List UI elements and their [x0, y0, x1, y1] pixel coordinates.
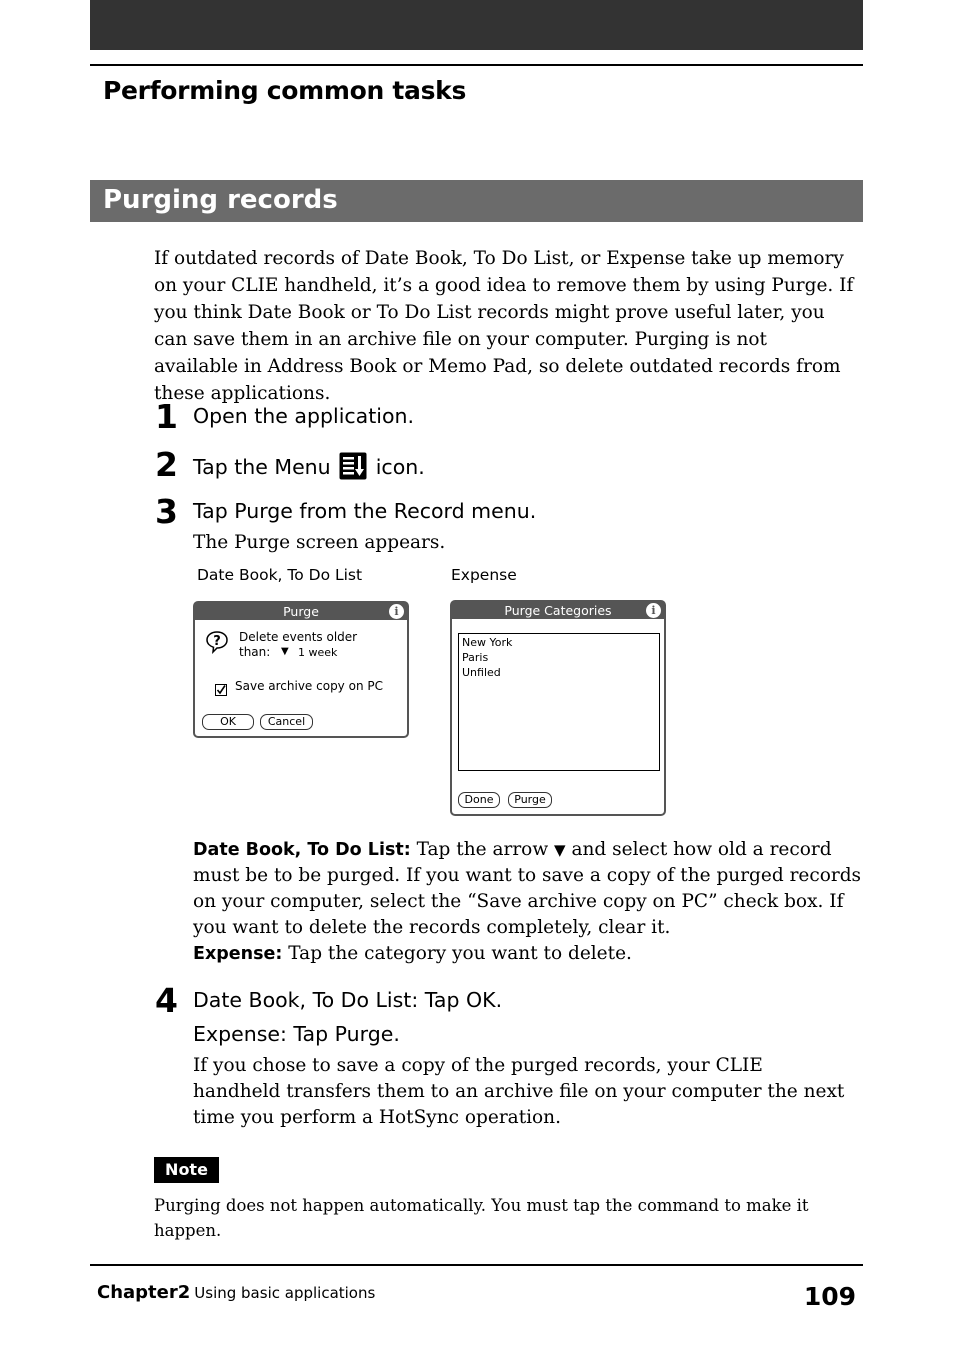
step-text-2 [193, 452, 425, 480]
footer-rule [90, 1264, 863, 1266]
step-4-sub: If you chose to save a copy of the purged records, your CLIE handheld transfers them to an archive file on your computer the next time you perform a HotSync operation. [193, 1055, 845, 1128]
category-item[interactable]: Unfiled [462, 666, 501, 679]
chapter-label: Chapter2 [97, 1282, 191, 1303]
step-text-4b: Expense: Tap Purge. [193, 1022, 400, 1046]
datebook-explain-before: Tap the arrow [416, 839, 549, 860]
age-dropdown-arrow-icon[interactable]: ▼ [281, 646, 289, 657]
top-bar [90, 0, 863, 50]
done-button[interactable]: Done [458, 792, 500, 808]
age-dropdown-value[interactable]: 1 week [298, 646, 338, 659]
caption-datebook: Date Book, To Do List [197, 566, 363, 584]
info-icon[interactable]: i [646, 603, 661, 618]
expense-label: Expense: [193, 944, 283, 964]
datebook-purge-screen [193, 601, 409, 738]
header-rule [90, 64, 863, 66]
step-2-text-after: icon. [375, 455, 425, 479]
chapter-title: Using basic applications [194, 1284, 376, 1302]
note-badge: Note [154, 1157, 219, 1183]
archive-checkbox[interactable] [215, 681, 227, 700]
footer-chapter [97, 1282, 375, 1303]
explanation-paragraph [193, 837, 863, 967]
archive-checkbox-label: Save archive copy on PC [235, 679, 383, 693]
expense-purge-title: Purge Categories [452, 602, 664, 619]
step-number-2: 2 [155, 445, 178, 484]
note-text: Purging does not happen automatically. You must tap the command to make it happen. [154, 1196, 809, 1240]
step-number-3: 3 [155, 492, 178, 531]
datebook-label: Date Book, To Do List: [193, 840, 411, 860]
section-title: Performing common tasks [103, 76, 467, 105]
info-icon[interactable]: i [389, 604, 404, 619]
category-list [458, 633, 660, 771]
expense-purge-screen [450, 600, 666, 816]
step-number-4: 4 [155, 981, 178, 1020]
intro-paragraph: If outdated records of Date Book, To Do List, or Expense take up memory on your CLIE handheld, it’s a good idea to remove them by using Purge. If you think Date Book or To Do List records might prove useful later, you can save them in an archive file on your computer. Purging is not available in Address Book or Memo Pad, so delete outdated records from these applications. [154, 248, 854, 404]
step-text-4: Date Book, To Do List: Tap OK. [193, 988, 503, 1012]
menu-icon [339, 452, 367, 480]
page-number: 109 [803, 1282, 856, 1311]
datebook-purge-title: Purge [195, 603, 407, 620]
ok-button[interactable]: OK [202, 714, 254, 730]
page-heading: Purging records [103, 185, 338, 215]
category-item[interactable]: Paris [462, 651, 489, 664]
cancel-button[interactable]: Cancel [260, 714, 313, 730]
down-arrow-icon: ▼ [554, 841, 566, 859]
than-label: than: [239, 645, 271, 659]
category-item[interactable]: New York [462, 636, 513, 649]
question-icon [205, 630, 229, 658]
step-3-sub: The Purge screen appears. [193, 532, 446, 553]
svg-text:?: ? [213, 634, 221, 649]
purge-button[interactable]: Purge [508, 792, 552, 808]
step-2-text-before: Tap the Menu [193, 455, 331, 479]
step-text-3: Tap Purge from the Record menu. [193, 499, 537, 523]
step-number-1: 1 [155, 397, 178, 436]
step-text-1: Open the application. [193, 404, 415, 428]
datebook-explain-after: and select how old a record must be to be purged. If you want to save a copy of the purged records on your computer, select the “Save archive copy on PC” check box. If you want to delete the records completely, clear it. [193, 839, 862, 938]
caption-expense: Expense [451, 566, 517, 584]
expense-explain: Tap the category you want to delete. [288, 943, 632, 964]
delete-events-label: Delete events older [239, 630, 358, 644]
